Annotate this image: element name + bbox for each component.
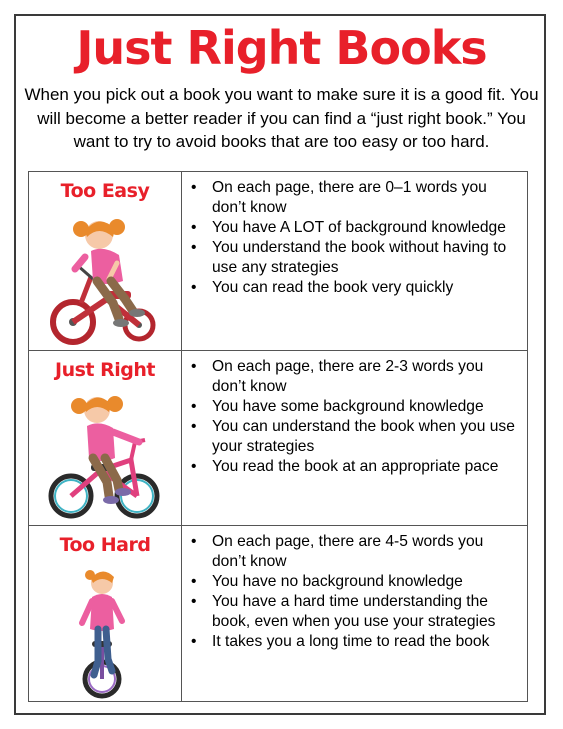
criteria-list [182,357,527,477]
book-fit-table [28,171,528,702]
description-cell [182,526,528,702]
criteria-text: It takes you a long time to read the book [212,633,490,650]
page-title: Just Right Books [76,21,487,75]
list-item [191,178,521,218]
bullet-icon: • [191,633,197,650]
bullet-icon: • [191,279,197,296]
criteria-text: You have some background knowledge [212,398,484,415]
criteria-text: You have a hard time understanding the book, even when you use your strategies [212,593,496,630]
criteria-text: You can understand the book when you use your strategies [212,418,515,455]
bullet-icon: • [191,358,197,375]
criteria-text: On each page, there are 2-3 words you don’t know [212,358,484,395]
level-cell [29,526,182,702]
list-item [191,572,521,592]
bullet-icon: • [191,418,197,435]
bicycle-girl-illustration [47,386,163,524]
intro-paragraph: When you pick out a book you want to make sure it is a good fit. You will become a better reader if you can find a “just right book.” You want to try to avoid books that are too easy or too hard. [24,85,539,151]
bullet-icon: • [191,593,197,610]
bullet-icon: • [191,239,197,256]
level-label: Too Hard [59,534,151,556]
description-cell [182,172,528,351]
bullet-icon: • [191,219,197,236]
list-item [191,592,521,632]
bullet-icon: • [191,398,197,415]
tricycle-girl-illustration [47,207,163,347]
list-item [191,278,521,298]
description-cell [182,351,528,526]
criteria-text: On each page, there are 0–1 words you don’t know [212,179,487,216]
list-item [191,357,521,397]
criteria-text: On each page, there are 4-5 words you don’t know [212,533,484,570]
bullet-icon: • [191,458,197,475]
bullet-icon: • [191,179,197,196]
criteria-list [182,178,527,298]
list-item [191,532,521,572]
table-row [29,172,528,351]
criteria-list [182,532,527,652]
criteria-text: You have A LOT of background knowledge [212,219,506,236]
list-item [191,238,521,278]
list-item [191,218,521,238]
bullet-icon: • [191,533,197,550]
list-item [191,417,521,457]
list-item [191,397,521,417]
level-label: Just Right [55,359,155,381]
table-row [29,351,528,526]
criteria-text: You have no background knowledge [212,573,463,590]
list-item [191,457,521,477]
bullet-icon: • [191,573,197,590]
table-row [29,526,528,702]
criteria-text: You can read the book very quickly [212,279,454,296]
unicycle-girl-illustration [70,561,140,701]
level-cell [29,351,182,526]
list-item [191,632,521,652]
level-label: Too Easy [60,180,150,202]
criteria-text: You read the book at an appropriate pace [212,458,499,475]
level-cell [29,172,182,351]
criteria-text: You understand the book without having to use any strategies [212,239,507,276]
